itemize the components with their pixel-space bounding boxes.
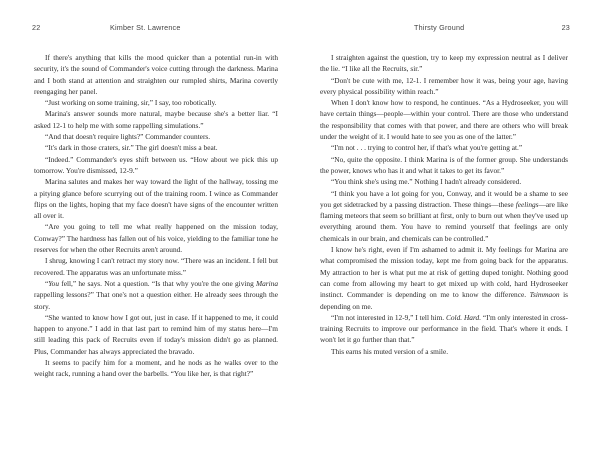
paragraph: “I'm not interested in 12-9,” I tell him. Cold. Hard. “I'm only interested in cross-training Recruits to improve our performance in the field. That's where it ends. I won't let it go further than that.” (320, 312, 568, 345)
left-running-head: Kimber St. Lawrence (110, 23, 181, 32)
paragraph: This earns his muted version of a smile. (331, 346, 449, 356)
paragraph: It seems to pacify him for a moment, and he nods as he walks over to the weight rack, running a hand over the barbells. “You like her, is that right?” (34, 358, 278, 379)
left-body-text (34, 52, 278, 380)
italic-text: You (48, 278, 60, 288)
italic-text: feelings (515, 199, 539, 209)
paragraph: I straighten against the question, try to keep my expression neutral as I deliver the lie. “I like all the Recruits, sir.” (320, 53, 568, 74)
paragraph: Marina salutes and makes her way toward the light of the hallway, tossing me a pitying glance before scurrying out of the training room. I wince as Commander flips on the lights, hoping that my face doesn't have signs of the encounter written all over it. (34, 177, 278, 221)
right-page (300, 0, 600, 450)
paragraph: “No, quite the opposite. I think Marina is of the former group. She understands the power, knows who has it and what it takes to get its favor.” (320, 154, 568, 175)
paragraph: “Are you going to tell me what really happened on the mission today, Conway?” The hardness has fallen out of his voice, yielding to the familiar tone he reserves for when the other Recruits aren't around. (34, 222, 278, 255)
paragraph: “Just working on some training, sir,” I say, too robotically. (45, 98, 217, 108)
italic-text: Tsimmaon (529, 290, 560, 300)
italic-text: Cold. Hard. (445, 312, 482, 322)
paragraph: I shrug, knowing I can't retract my story now. “There was an incident. I fell but recovered. The apparatus was an unfortunate miss.” (34, 256, 278, 277)
left-page-number: 22 (32, 23, 41, 32)
paragraph: “And that doesn't require lights?” Commander counters. (45, 132, 211, 142)
paragraph: When I don't know how to respond, he continues. “As a Hydroseeker, you will have certain things—people—within your control. There are those who understand the responsibility that comes with that power, and there are others who will break under the weight of it. I would hate to see you as one of the latter.” (320, 98, 568, 142)
italic-text: Marina (255, 278, 278, 288)
paragraph: “Don't be cute with me, 12-1. I remember how it was, being your age, having every physical possibility within reach.” (320, 75, 568, 96)
paragraph: If there's anything that kills the mood quicker than a potential run-in with security, it's the sound of Commander's voice cutting through the darkness. Marina and I both stand at attention and straighten our rumpled shirts, Marina covertly reengaging her panel. (34, 53, 278, 96)
paragraph: “Indeed.” Commander's eyes shift between us. “How about we pick this up tomorrow. You're dismissed, 12-9.” (34, 154, 278, 175)
right-page-number: 23 (561, 23, 570, 32)
paragraph: I know he's right, even if I'm ashamed to admit it. My feelings for Marina are what compromised the mission today, kept me from going back for the apparatus. My attraction to her is what put me at risk of getting duped tonight. Nothing good can come from allowing my heart to get mixed up with cold, hard Hydroseeker instinct. Commander is depending on me to know the difference. Tsimmaon is depending on me. (320, 245, 569, 311)
paragraph: “She wanted to know how I got out, just in case. If it happened to me, it could happen to anyone.” I add in that last part to remind him of my status here—I'm still leading this pack of Recruits even if today's mission didn't go as planned. Plus, Commander has always appreciated the bravado. (34, 312, 278, 356)
paragraph: “You fell,” he says. Not a question. “Is that why you're the one giving Marina rappelling lessons?” That one's not a question either. He already sees through the story. (34, 278, 278, 311)
right-body-text (320, 52, 568, 357)
paragraph: “It's dark in those craters, sir.” The girl doesn't miss a beat. (45, 143, 218, 153)
paragraph: “I'm not . . . trying to control her, if that's what you're getting at.” (331, 143, 523, 153)
paragraph: “You think she's using me.” Nothing I hadn't already considered. (331, 177, 522, 187)
paragraph: Marina's answer sounds more natural, maybe because she's a better liar. “I asked 12-1 to help me with some rappelling simulations.” (34, 109, 278, 130)
paragraph: “I think you have a lot going for you, Conway, and it would be a shame to see you get sidetracked by a passing distraction. These things—these feelings—are like flaming meteors that seem so brilliant at first, only to burn out when they've used up everything around them. You have to remind yourself that feelings are only chemicals in our brain, and chemicals can be controlled.” (320, 188, 568, 243)
right-running-head: Thirsty Ground (414, 23, 465, 32)
